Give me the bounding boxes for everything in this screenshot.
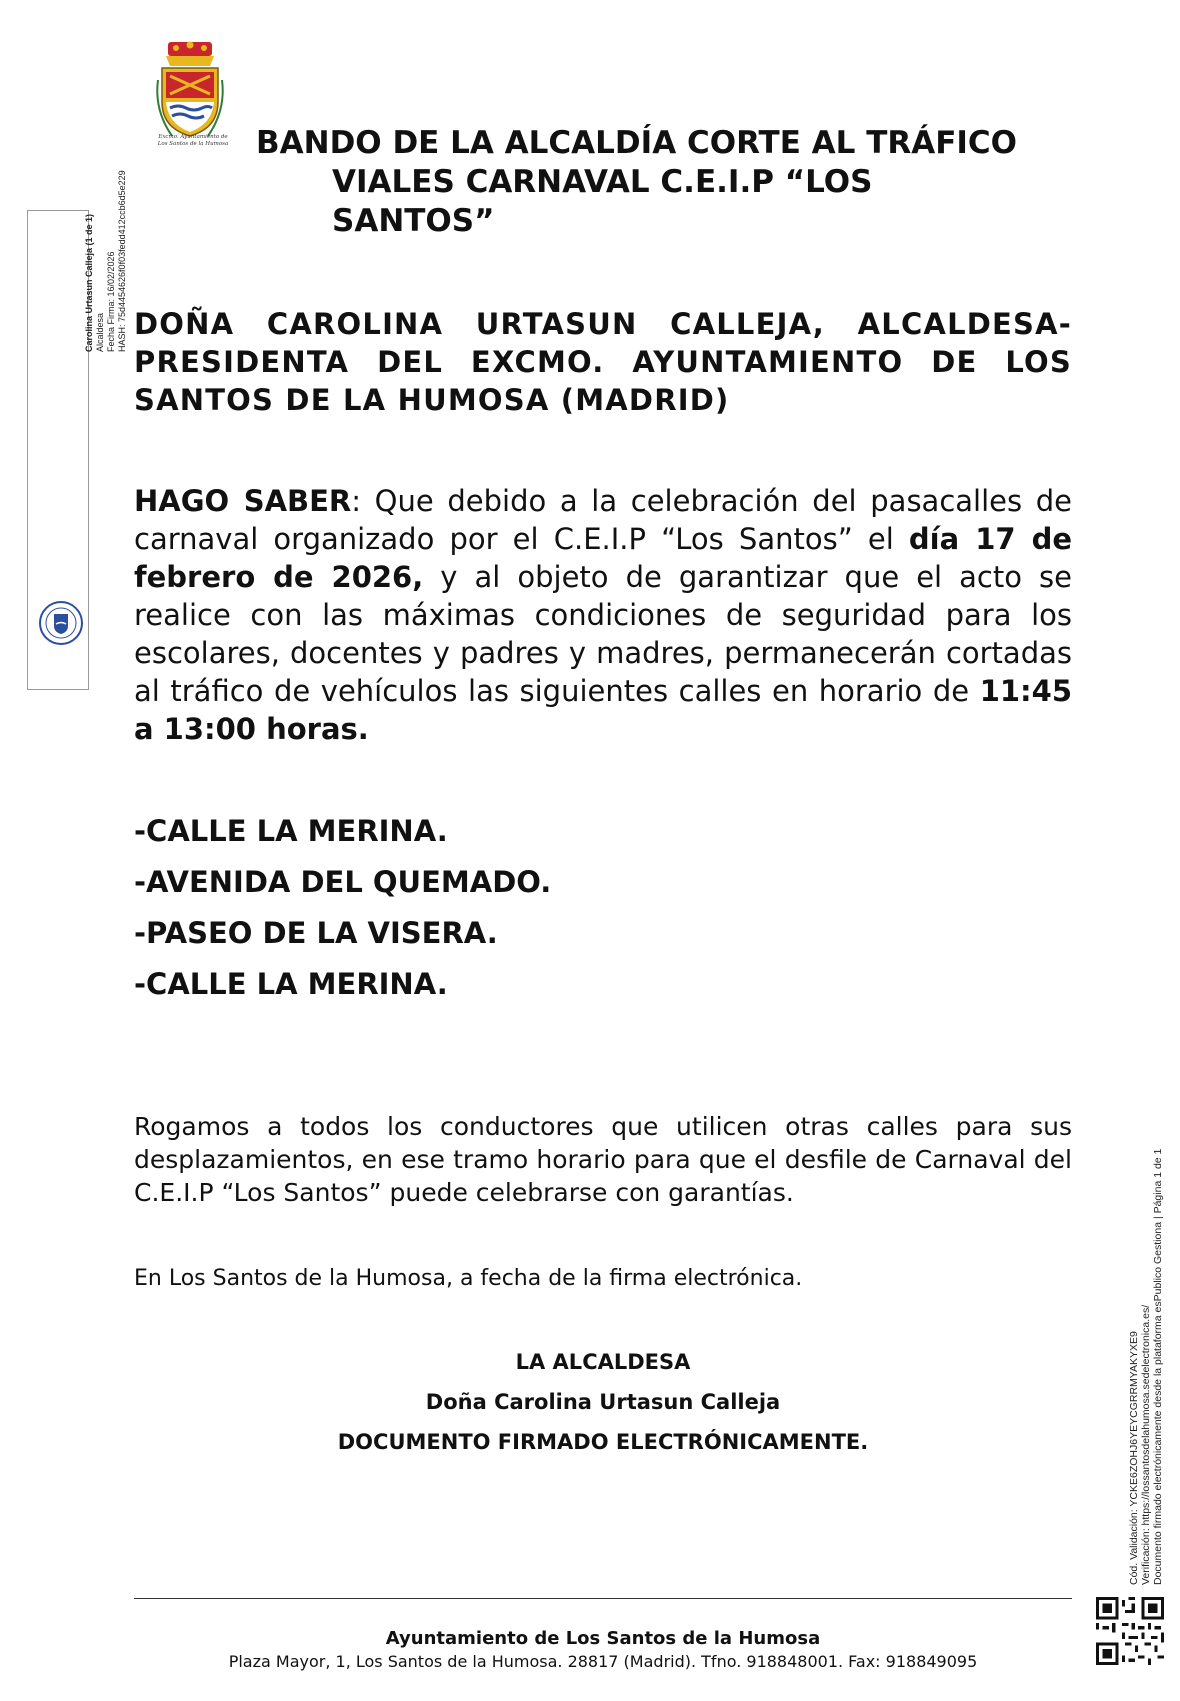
list-item: -CALLE LA MERINA. <box>134 967 448 1001</box>
signature-date: Fecha Firma: 16/02/2026 <box>106 251 116 352</box>
hago-saber-label: HAGO SABER <box>134 484 352 518</box>
list-item: -AVENIDA DEL QUEMADO. <box>134 865 552 899</box>
list-item: -PASEO DE LA VISERA. <box>134 916 498 950</box>
footer-organization: Ayuntamiento de Los Santos de la Humosa <box>385 1628 821 1649</box>
verification-url: Verificación: https://lossantosdelahumosa.sedelectronica.es/ <box>1140 1304 1152 1585</box>
closure-time: 11:45 a 13:00 horas. <box>134 674 1072 746</box>
request-paragraph: Rogamos a todos los conductores que utilicen otras calles para sus desplazamientos, en ese tramo horario para que el desfile de Carnaval del C.E.I.P “Los Santos” puede celebrarse con garantías. <box>134 1112 1072 1207</box>
title-line-2: VIALES CARNAVAL C.E.I.P “LOS SANTOS” <box>332 164 873 239</box>
mayor-heading: DOÑA CAROLINA URTASUN CALLEJA, ALCALDESA-PRESIDENTA DEL EXCMO. AYUNTAMIENTO DE LOS SANTOS DE LA HUMOSA (MADRID) <box>134 307 1072 417</box>
validation-info <box>1128 1065 1178 1585</box>
event-date: día 17 de febrero de 2026, <box>134 522 1072 594</box>
list-item: -CALLE LA MERINA. <box>134 814 448 848</box>
footer-address: Plaza Mayor, 1, Los Santos de la Humosa. 28817 (Madrid). Tfno. 918848001. Fax: 918849095 <box>228 1652 978 1671</box>
qr-code-icon[interactable] <box>1096 1597 1164 1665</box>
place-date: En Los Santos de la Humosa, a fecha de la firma electrónica. <box>134 1266 803 1291</box>
signer-name: Carolina Urtasun Calleja (1 de 1) <box>84 213 94 352</box>
validation-code: Cód. Validación: YCKE6ZOHJ6YEYCGRRMYAKYXE9 <box>1128 1331 1140 1585</box>
crest-caption: Excmo. Ayuntamiento de Los Santos de la Humosa <box>157 134 229 147</box>
footer <box>134 1627 1072 1673</box>
signer-full-name: Doña Carolina Urtasun Calleja <box>425 1390 781 1414</box>
signature-block <box>134 1342 1072 1462</box>
closed-streets-list <box>134 806 834 1010</box>
signer-role: Alcaldesa <box>95 312 105 352</box>
signer-title: LA ALCALDESA <box>515 1350 691 1374</box>
platform-note: Documento firmado electrónicamente desde la plataforma esPublico Gestiona | Página 1 de 1 <box>1152 1148 1164 1585</box>
announcement-paragraph: HAGO SABER: Que debido a la celebración del pasacalles de carnaval organizado por el C.E.I.P “Los Santos” el día 17 de febrero de 2026, y al objeto de garantizar que el acto se realice con las máximas condiciones de seguridad para los escolares, docentes y padres y madres, permanecerán cortadas al tráfico de vehículos las siguientes calles en horario de 11:45 a 13:00 horas. <box>134 484 1072 746</box>
footer-divider <box>134 1598 1072 1599</box>
electronic-signature-note: DOCUMENTO FIRMADO ELECTRÓNICAMENTE. <box>337 1430 869 1454</box>
title-line-1: BANDO DE LA ALCALDÍA CORTE AL TRÁFICO <box>256 125 1018 161</box>
document-title <box>240 124 1040 241</box>
municipal-seal-icon <box>38 600 84 646</box>
signature-hash: HASH: 75d4454626f0f03fedd412ccb6d5e229 <box>117 170 127 352</box>
